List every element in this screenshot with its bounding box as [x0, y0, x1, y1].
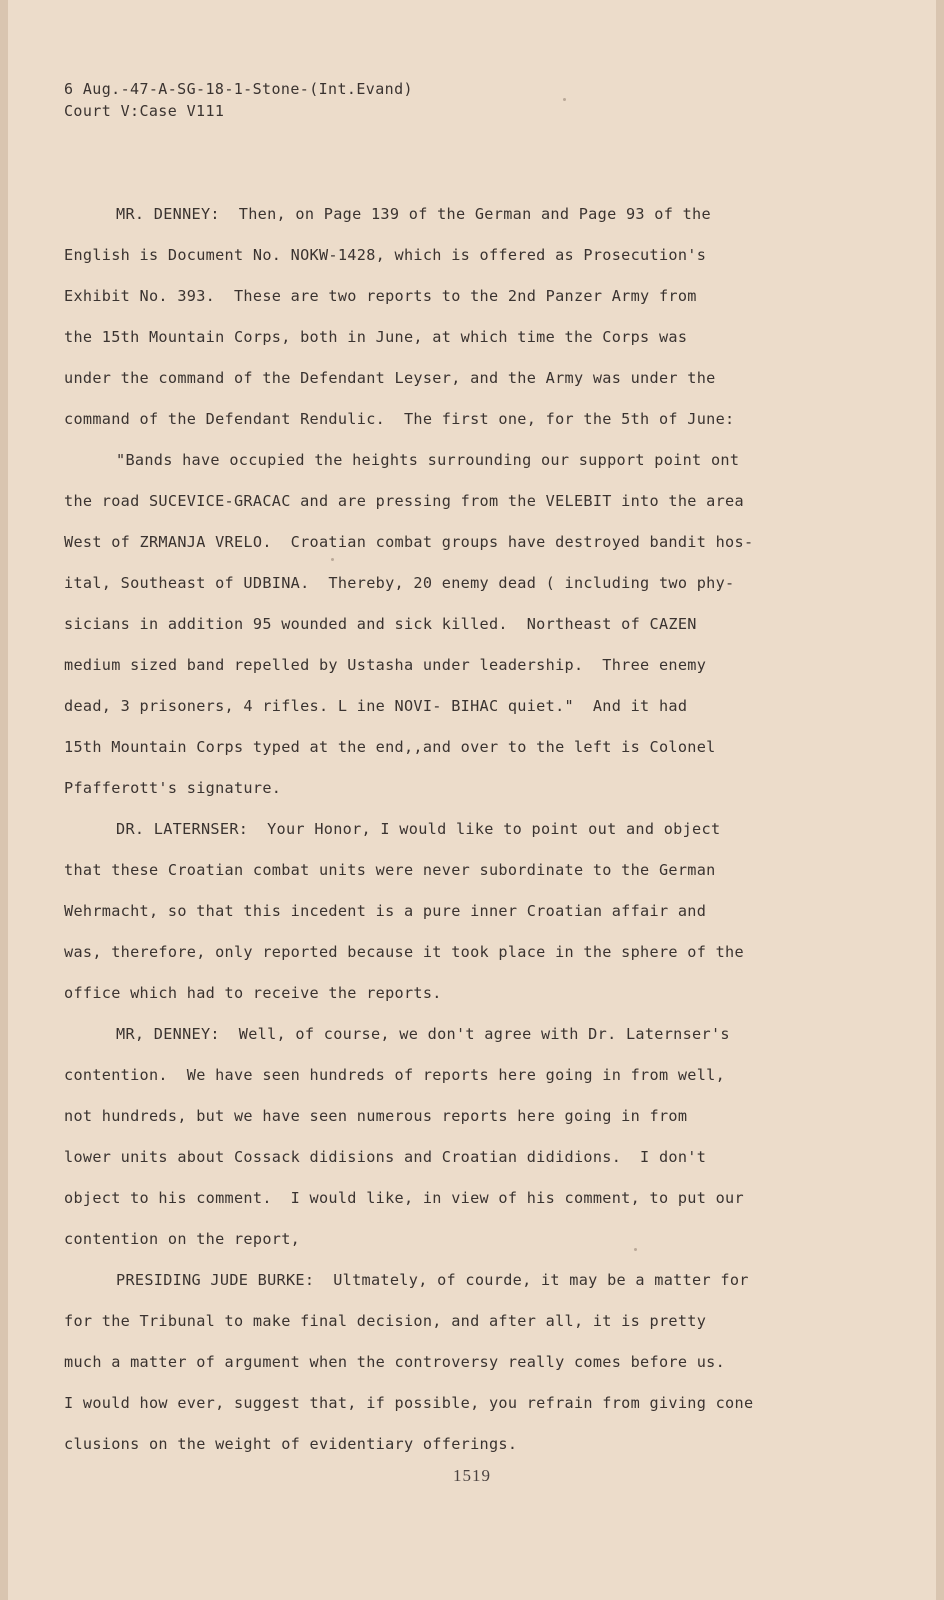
text-line: dead, 3 prisoners, 4 rifles. L ine NOVI- BIHAC quiet." And it had: [64, 697, 688, 715]
text-line: command of the Defendant Rendulic. The first one, for the 5th of June:: [64, 410, 735, 428]
text-line: Exhibit No. 393. These are two reports to the 2nd Panzer Army from: [64, 287, 697, 305]
text-line: ital, Southeast of UDBINA. Thereby, 20 enemy dead ( including two phy-: [64, 574, 735, 592]
text-line: office which had to receive the reports.: [64, 984, 442, 1002]
text-line: contention. We have seen hundreds of reports here going in from well,: [64, 1066, 726, 1084]
page-edge-right: [936, 0, 944, 1600]
text-line: the 15th Mountain Corps, both in June, at which time the Corps was: [64, 328, 688, 346]
text-line: object to his comment. I would like, in view of his comment, to put our: [64, 1189, 744, 1207]
paper-speck: [563, 98, 566, 101]
text-line: "Bands have occupied the heights surrounding our support point ont: [116, 451, 740, 469]
text-line: Pfafferott's signature.: [64, 779, 282, 797]
text-line: under the command of the Defendant Leyser, and the Army was under the: [64, 369, 716, 387]
header-line-2: Court V:Case V111: [64, 102, 225, 120]
text-line: MR, DENNEY: Well, of course, we don't agree with Dr. Laternser's: [116, 1025, 730, 1043]
text-line: the road SUCEVICE-GRACAC and are pressing from the VELEBIT into the area: [64, 492, 744, 510]
text-line: MR. DENNEY: Then, on Page 139 of the German and Page 93 of the: [116, 205, 711, 223]
transcript-body: [64, 194, 834, 1465]
text-line: not hundreds, but we have seen numerous reports here going in from: [64, 1107, 688, 1125]
text-line: Wehrmacht, so that this incedent is a pure inner Croatian affair and: [64, 902, 707, 920]
text-line: West of ZRMANJA VRELO. Croatian combat groups have destroyed bandit hos-: [64, 533, 754, 551]
text-line: lower units about Cossack didisions and Croatian dididions. I don't: [64, 1148, 707, 1166]
text-line: clusions on the weight of evidentiary offerings.: [64, 1435, 518, 1453]
text-line: sicians in addition 95 wounded and sick killed. Northeast of CAZEN: [64, 615, 697, 633]
text-line: was, therefore, only reported because it took place in the sphere of the: [64, 943, 744, 961]
text-line: contention on the report,: [64, 1230, 301, 1248]
page-edge-left: [0, 0, 8, 1600]
text-line: 15th Mountain Corps typed at the end,,and over to the left is Colonel: [64, 738, 716, 756]
text-line: much a matter of argument when the controversy really comes before us.: [64, 1353, 726, 1371]
page-number: 1519: [453, 1466, 491, 1485]
text-line: for the Tribunal to make final decision, and after all, it is pretty: [64, 1312, 707, 1330]
paper-speck: [331, 558, 334, 561]
document-header: [64, 78, 413, 122]
text-line: PRESIDING JUDE BURKE: Ultmately, of courde, it may be a matter for: [116, 1271, 749, 1289]
header-line-1: 6 Aug.-47-A-SG-18-1-Stone-(Int.Evand): [64, 80, 413, 98]
text-line: DR. LATERNSER: Your Honor, I would like to point out and object: [116, 820, 721, 838]
text-line: I would how ever, suggest that, if possible, you refrain from giving cone: [64, 1394, 754, 1412]
text-line: English is Document No. NOKW-1428, which is offered as Prosecution's: [64, 246, 707, 264]
text-line: medium sized band repelled by Ustasha under leadership. Three enemy: [64, 656, 707, 674]
paper-speck: [634, 1248, 637, 1251]
text-line: that these Croatian combat units were never subordinate to the German: [64, 861, 716, 879]
